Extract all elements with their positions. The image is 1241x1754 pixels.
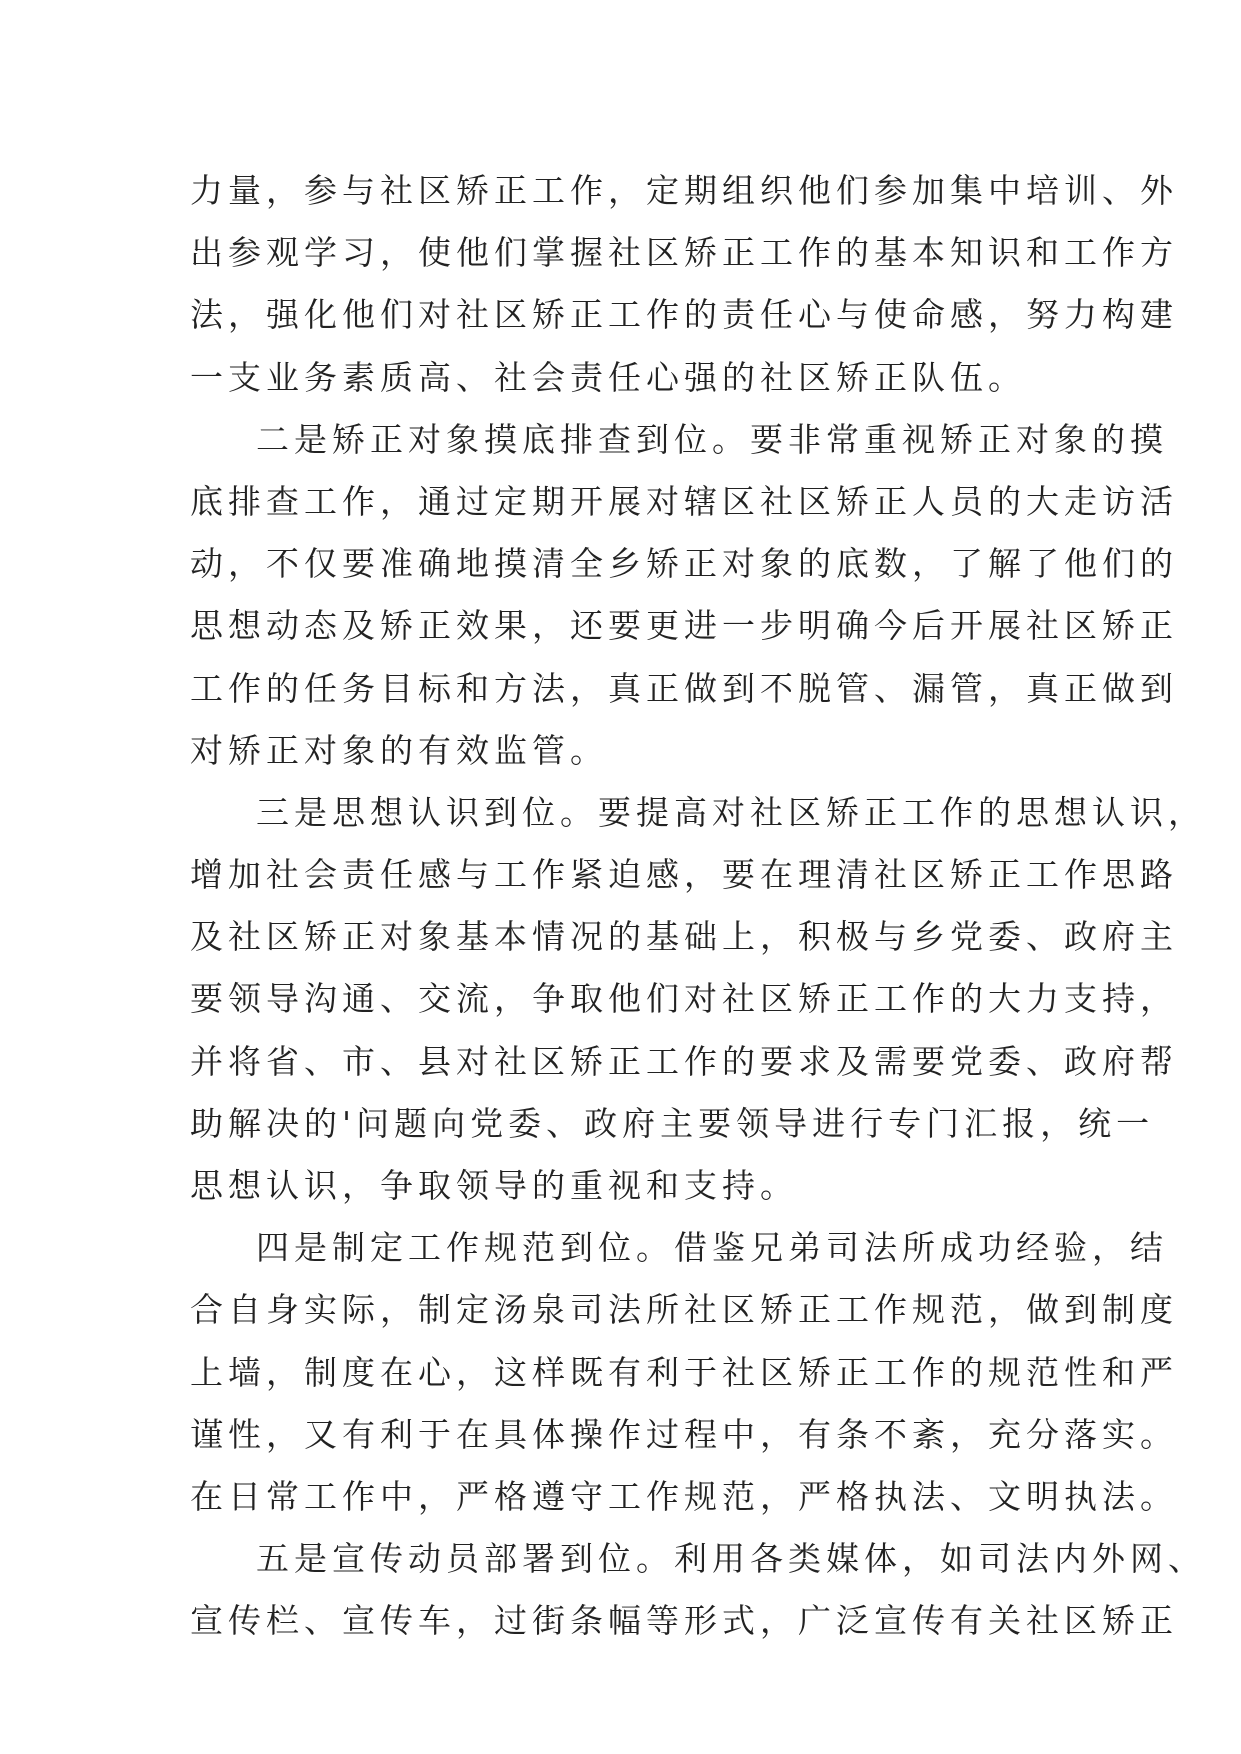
text-line: 出参观学习，使他们掌握社区矫正工作的基本知识和工作方 xyxy=(190,233,1178,273)
text-line: 助解决的'问题向党委、政府主要领导进行专门汇报，统一 xyxy=(190,1103,1155,1143)
text-line: 要领导沟通、交流，争取他们对社区矫正工作的大力支持， xyxy=(190,979,1178,1019)
text-line: 工作的任务目标和方法，真正做到不脱管、漏管，真正做到 xyxy=(190,668,1178,708)
text-line: 动，不仅要准确地摸清全乡矫正对象的底数，了解了他们的 xyxy=(190,544,1178,584)
paragraph-start-line: 五是宣传动员部署到位。利用各类媒体，如司法内外网、 xyxy=(256,1539,1206,1579)
text-line: 思想动态及矫正效果，还要更进一步明确今后开展社区矫正 xyxy=(190,606,1178,646)
text-line: 底排查工作，通过定期开展对辖区社区矫正人员的大走访活 xyxy=(190,481,1178,521)
text-line: 思想认识，争取领导的重视和支持。 xyxy=(190,1166,798,1205)
text-line: 宣传栏、宣传车，过街条幅等形式，广泛宣传有关社区矫正 xyxy=(190,1601,1178,1641)
text-line: 力量，参与社区矫正工作，定期组织他们参加集中培训、外 xyxy=(190,171,1178,210)
paragraph-start-line: 三是思想认识到位。要提高对社区矫正工作的思想认识， xyxy=(256,792,1206,832)
paragraph-start-line: 四是制定工作规范到位。借鉴兄弟司法所成功经验，结 xyxy=(256,1228,1168,1268)
text-line: 一支业务素质高、社会责任心强的社区矫正队伍。 xyxy=(190,357,1026,397)
text-line: 对矫正对象的有效监管。 xyxy=(190,730,608,770)
body-text xyxy=(190,160,1206,1653)
text-line: 在日常工作中，严格遵守工作规范，严格执法、文明执法。 xyxy=(190,1476,1178,1516)
text-line: 及社区矫正对象基本情况的基础上，积极与乡党委、政府主 xyxy=(190,917,1178,957)
text-line: 谨性，又有利于在具体操作过程中，有条不紊，充分落实。 xyxy=(190,1414,1178,1454)
text-line: 上墙，制度在心，这样既有利于社区矫正工作的规范性和严 xyxy=(190,1352,1178,1392)
text-line: 法，强化他们对社区矫正工作的责任心与使命感，努力构建 xyxy=(190,295,1178,335)
text-line: 并将省、市、县对社区矫正工作的要求及需要党委、政府帮 xyxy=(190,1041,1178,1081)
text-line: 增加社会责任感与工作紧迫感，要在理清社区矫正工作思路 xyxy=(190,855,1178,895)
paragraph-start-line: 二是矫正对象摸底排查到位。要非常重视矫正对象的摸 xyxy=(256,419,1168,459)
text-line: 合自身实际，制定汤泉司法所社区矫正工作规范，做到制度 xyxy=(190,1290,1178,1330)
